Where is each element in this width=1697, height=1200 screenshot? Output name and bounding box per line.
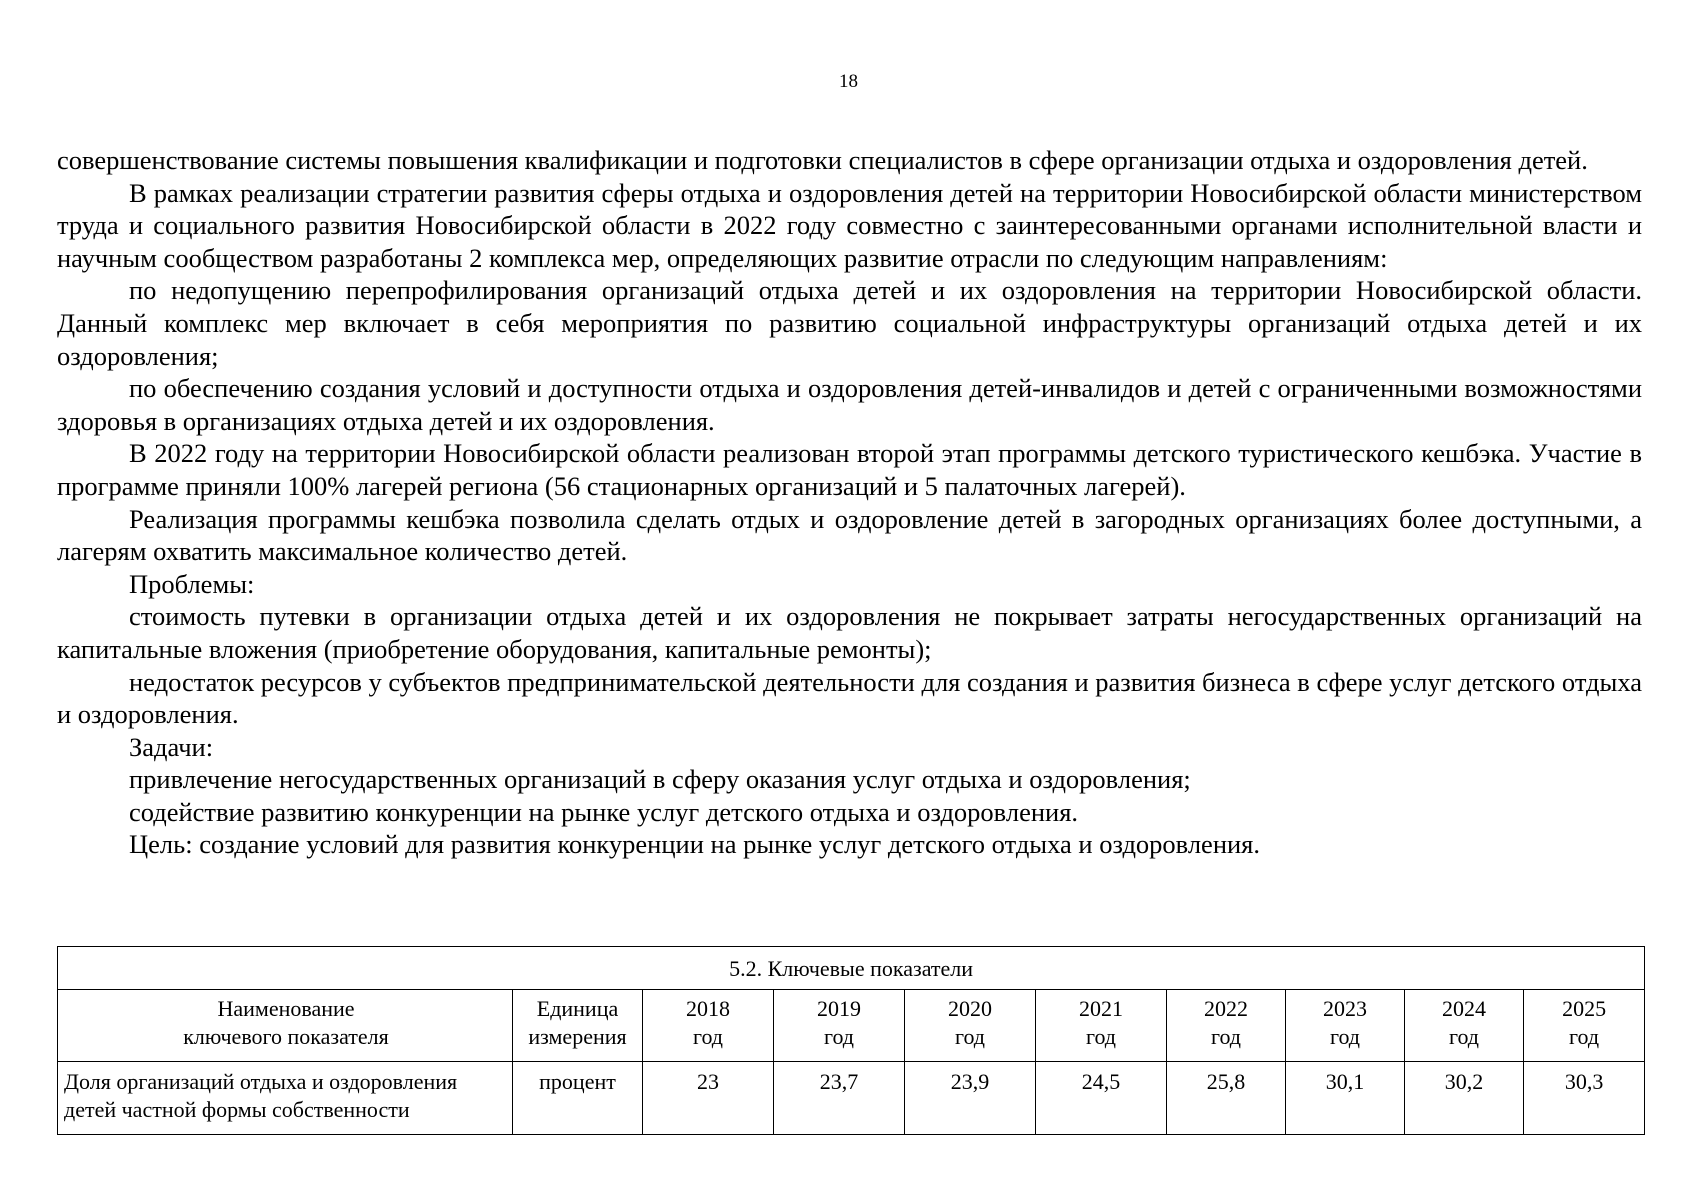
indicator-unit: процент <box>513 1062 643 1135</box>
indicator-value-2022: 25,8 <box>1167 1062 1286 1135</box>
indicator-name-line: детей частной формы собственности <box>64 1097 410 1122</box>
header-year-value: 2021 <box>1079 996 1123 1021</box>
header-year <box>1286 990 1405 1062</box>
indicator-name <box>58 1062 513 1135</box>
paragraph: В 2022 году на территории Новосибирской области реализован второй этап программы детского туристического кешбэка. Участие в программе приняли 100% лагерей региона (56 стационарных организаций и 5 палаточных лагерей). <box>57 438 1642 501</box>
paragraph: Цель: создание условий для развития конкуренции на рынке услуг детского отдыха и оздоровления. <box>129 829 1260 860</box>
header-text: измерения <box>528 1024 627 1049</box>
header-year-value: 2018 <box>686 996 730 1021</box>
indicator-value-2020: 23,9 <box>905 1062 1036 1135</box>
paragraph: В рамках реализации стратегии развития сферы отдыха и оздоровления детей на территории Новосибирской области министерством труда и социального развития Новосибирской области в 2022 году совместно с заинтересованными органами исполнительной власти и научным сообществом разработаны 2 комплекса мер, определяющих развитие отрасли по следующим направлениям: <box>57 177 1642 273</box>
indicator-value-2018: 23 <box>643 1062 774 1135</box>
header-year <box>1405 990 1524 1062</box>
header-text: Единица <box>536 996 619 1021</box>
paragraph: стоимость путевки в организации отдыха детей и их оздоровления не покрывает затраты негосударственных организаций на капитальные вложения (приобретение оборудования, капитальные ремонты); <box>57 601 1642 664</box>
paragraph-heading: Проблемы: <box>129 568 255 599</box>
header-year <box>1036 990 1167 1062</box>
header-year <box>774 990 905 1062</box>
indicator-name-line: Доля организаций отдыха и оздоровления <box>64 1069 458 1094</box>
paragraph: привлечение негосударственных организаций в сферу оказания услуг отдыха и оздоровления; <box>129 764 1191 795</box>
paragraph: Реализация программы кешбэка позволила сделать отдых и оздоровление детей в загородных организациях более доступными, а лагерям охватить максимальное количество детей. <box>57 503 1642 567</box>
header-year <box>905 990 1036 1062</box>
header-indicator-name <box>58 990 513 1062</box>
paragraph: по недопущению перепрофилирования организаций отдыха детей и их оздоровления на территории Новосибирской области. Данный комплекс мер включает в себя мероприятия по развитию социальной инфраструктуры организаций отдыха детей и их оздоровления; <box>57 275 1642 371</box>
header-year-value: 2024 <box>1442 996 1486 1021</box>
header-year-suffix: год <box>1210 1024 1242 1049</box>
paragraph: недостаток ресурсов у субъектов предпринимательской деятельности для создания и развития бизнеса в сфере услуг детского отдыха и оздоровления. <box>57 666 1642 730</box>
paragraph-heading: Задачи: <box>129 731 214 762</box>
header-year-suffix: год <box>1448 1024 1480 1049</box>
header-year-value: 2022 <box>1204 996 1248 1021</box>
header-year-suffix: год <box>1085 1024 1117 1049</box>
table-title: 5.2. Ключевые показатели <box>58 947 1645 990</box>
header-year-suffix: год <box>1569 1024 1600 1049</box>
indicator-value-2025: 30,3 <box>1524 1062 1645 1135</box>
header-year-suffix: год <box>692 1024 724 1049</box>
header-text: Наименование <box>217 996 355 1021</box>
header-year-suffix: год <box>823 1024 855 1049</box>
indicator-value-2021: 24,5 <box>1036 1062 1167 1135</box>
header-year-value: 2025 <box>1562 996 1607 1021</box>
header-unit <box>513 990 643 1062</box>
paragraph: содействие развитию конкуренции на рынке услуг детского отдыха и оздоровления. <box>129 796 1079 827</box>
header-year <box>1524 990 1645 1062</box>
page-number: 18 <box>839 71 858 92</box>
header-year <box>643 990 774 1062</box>
indicator-value-2019: 23,7 <box>774 1062 905 1135</box>
table-header-row <box>58 990 1645 1062</box>
paragraph: совершенствование системы повышения квалификации и подготовки специалистов в сфере организации отдыха и оздоровления детей. <box>57 145 1588 175</box>
indicator-value-2023: 30,1 <box>1286 1062 1405 1135</box>
header-year-value: 2023 <box>1323 996 1367 1021</box>
key-indicators-table <box>57 946 1645 1135</box>
body-text <box>57 144 1642 861</box>
paragraph: по обеспечению создания условий и доступности отдыха и оздоровления детей-инвалидов и детей с ограниченными возможностями здоровья в организациях отдыха детей и их оздоровления. <box>57 373 1642 436</box>
table-row <box>58 1062 1645 1135</box>
header-text: ключевого показателя <box>183 1024 389 1049</box>
indicator-value-2024: 30,2 <box>1405 1062 1524 1135</box>
header-year-value: 2020 <box>948 996 992 1021</box>
header-year-suffix: год <box>954 1024 986 1049</box>
header-year <box>1167 990 1286 1062</box>
table-title-row <box>58 947 1645 990</box>
header-year-value: 2019 <box>817 996 861 1021</box>
header-year-suffix: год <box>1329 1024 1361 1049</box>
